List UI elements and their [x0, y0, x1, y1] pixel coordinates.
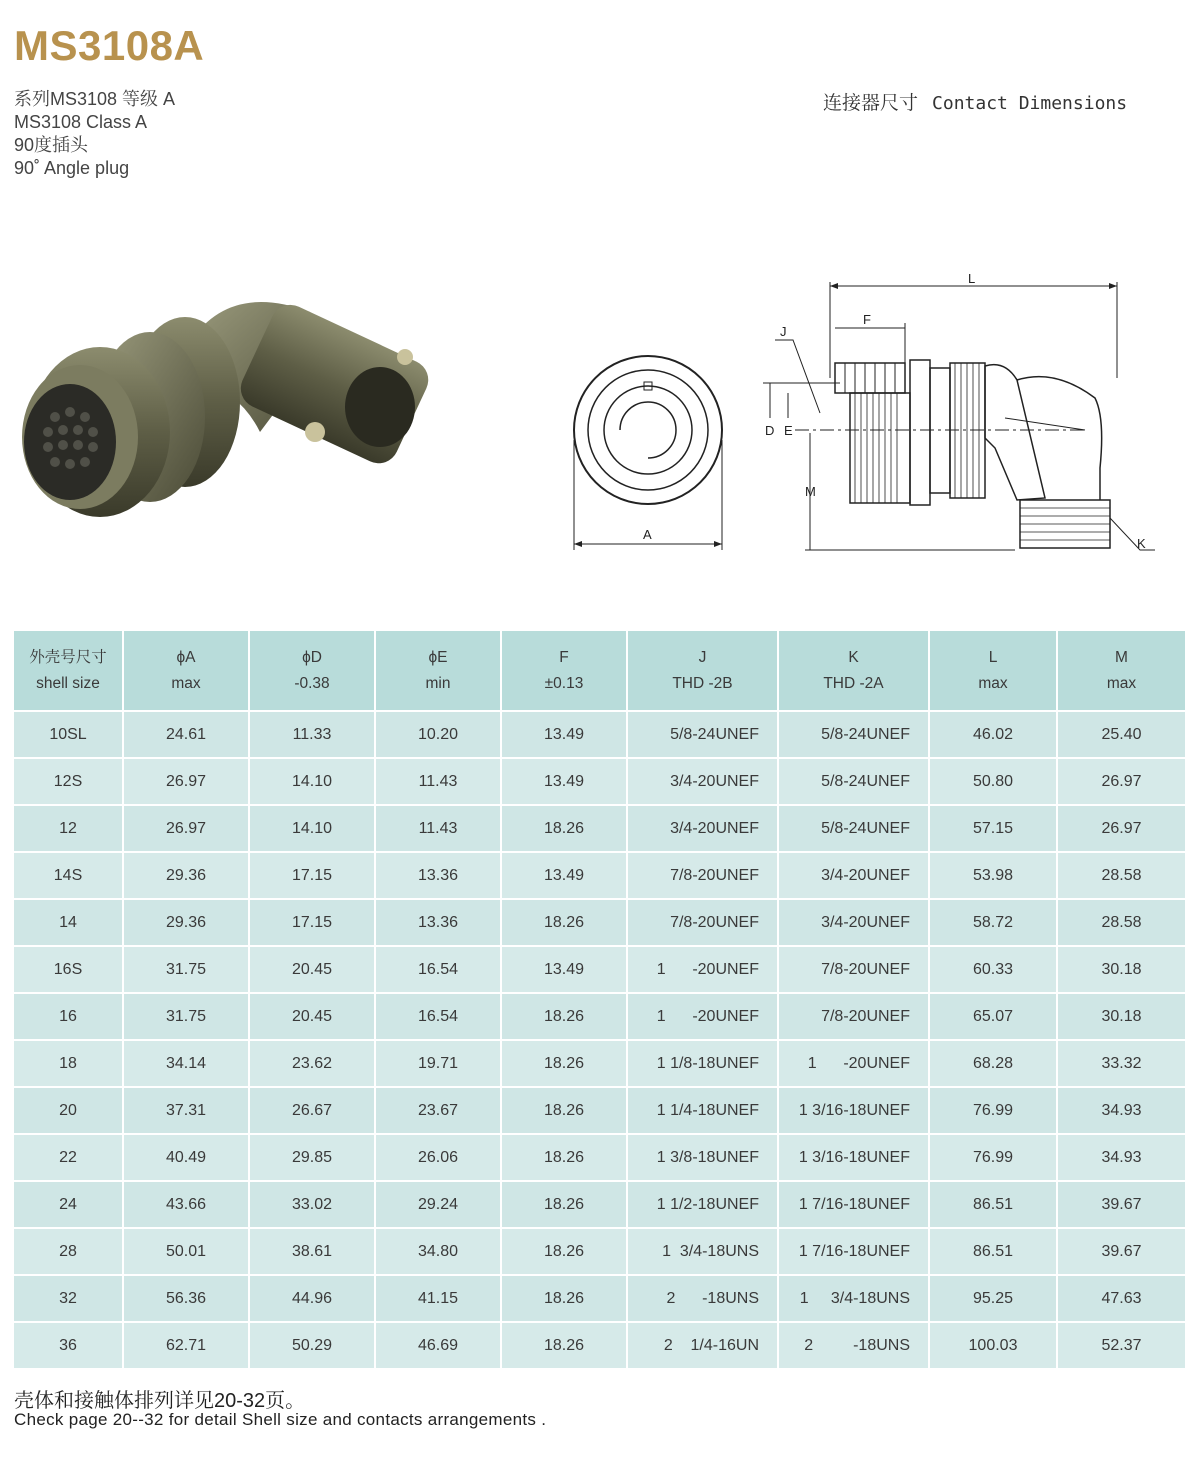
- table-cell: 11.33: [249, 711, 375, 758]
- table-cell: 43.66: [123, 1181, 249, 1228]
- table-cell: 68.28: [929, 1040, 1057, 1087]
- page-title: MS3108A: [14, 22, 205, 69]
- table-cell: 1 7/16-18UNEF: [778, 1228, 929, 1275]
- table-cell: 62.71: [123, 1322, 249, 1368]
- table-cell: 26.67: [249, 1087, 375, 1134]
- label-f: F: [863, 312, 871, 327]
- table-cell: 52.37: [1057, 1322, 1185, 1368]
- subtitle-line: 90˚ Angle plug: [14, 158, 130, 178]
- table-cell: 2 1/4-16UN: [627, 1322, 778, 1368]
- table-cell: 29.36: [123, 852, 249, 899]
- table-cell: 1 3/4-18UNS: [778, 1275, 929, 1322]
- table-row: [14, 711, 1185, 758]
- table-cell: 28: [14, 1228, 123, 1275]
- column-header-tolerance: min: [425, 674, 451, 692]
- table-row: [14, 852, 1185, 899]
- table-cell: 1 3/8-18UNEF: [627, 1134, 778, 1181]
- table-cell: 1 3/16-18UNEF: [778, 1087, 929, 1134]
- table-cell: 3/4-20UNEF: [778, 899, 929, 946]
- column-header-tolerance: max: [1106, 674, 1137, 692]
- dimension-table: [14, 631, 1185, 1368]
- table-cell: 37.31: [123, 1087, 249, 1134]
- table-cell: 34.14: [123, 1040, 249, 1087]
- table-cell: 18.26: [501, 1228, 627, 1275]
- table-cell: 76.99: [929, 1087, 1057, 1134]
- table-cell: 18: [14, 1040, 123, 1087]
- column-header: [627, 631, 778, 711]
- section-title: [823, 88, 1127, 115]
- table-cell: 18.26: [501, 1040, 627, 1087]
- table-row: [14, 758, 1185, 805]
- column-header-tolerance: shell size: [36, 674, 100, 692]
- table-row: [14, 1322, 1185, 1368]
- table-cell: 32: [14, 1275, 123, 1322]
- table-row: [14, 1040, 1185, 1087]
- table-cell: 31.75: [123, 993, 249, 1040]
- table-row: [14, 1181, 1185, 1228]
- table-cell: 16.54: [375, 946, 501, 993]
- column-header-tolerance: THD -2A: [823, 674, 884, 692]
- table-cell: 5/8-24UNEF: [778, 711, 929, 758]
- label-d: D: [765, 423, 775, 438]
- table-cell: 12S: [14, 758, 123, 805]
- front-view-drawing: [560, 340, 740, 560]
- table-cell: 1 1/4-18UNEF: [627, 1087, 778, 1134]
- table-cell: 60.33: [929, 946, 1057, 993]
- label-m: M: [805, 484, 816, 499]
- table-cell: 95.25: [929, 1275, 1057, 1322]
- table-cell: 26.97: [123, 805, 249, 852]
- table-cell: 17.15: [249, 852, 375, 899]
- table-cell: 22: [14, 1134, 123, 1181]
- column-header: [929, 631, 1057, 711]
- table-cell: 14: [14, 899, 123, 946]
- table-cell: 7/8-20UNEF: [627, 852, 778, 899]
- table-cell: 1 3/4-18UNS: [627, 1228, 778, 1275]
- table-row: [14, 993, 1185, 1040]
- table-cell: 16: [14, 993, 123, 1040]
- table-cell: 13.49: [501, 852, 627, 899]
- table-cell: 28.58: [1057, 899, 1185, 946]
- table-cell: 10SL: [14, 711, 123, 758]
- table-cell: 1 -20UNEF: [627, 946, 778, 993]
- table-cell: 44.96: [249, 1275, 375, 1322]
- table-cell: 39.67: [1057, 1181, 1185, 1228]
- table-cell: 18.26: [501, 1181, 627, 1228]
- table-cell: 1 7/16-18UNEF: [778, 1181, 929, 1228]
- table-cell: 86.51: [929, 1228, 1057, 1275]
- table-cell: 2 -18UNS: [627, 1275, 778, 1322]
- table-cell: 58.72: [929, 899, 1057, 946]
- table-cell: 23.67: [375, 1087, 501, 1134]
- table-cell: 30.18: [1057, 946, 1185, 993]
- column-header: [123, 631, 249, 711]
- label-a: A: [643, 527, 652, 542]
- table-cell: 39.67: [1057, 1228, 1185, 1275]
- column-header-symbol: L: [988, 648, 998, 666]
- column-header: [1057, 631, 1185, 711]
- table-cell: 11.43: [375, 805, 501, 852]
- table-cell: 20: [14, 1087, 123, 1134]
- table-row: [14, 805, 1185, 852]
- table-cell: 5/8-24UNEF: [627, 711, 778, 758]
- column-header: [501, 631, 627, 711]
- column-header-symbol: ϕE: [428, 648, 448, 666]
- table-cell: 34.93: [1057, 1134, 1185, 1181]
- product-subtitle: [14, 88, 175, 180]
- table-cell: 18.26: [501, 1087, 627, 1134]
- table-cell: 13.49: [501, 946, 627, 993]
- table-cell: 50.29: [249, 1322, 375, 1368]
- column-header-tolerance: -0.38: [294, 674, 330, 692]
- connector-photo: [10, 282, 430, 532]
- footer-note-cn: 壳体和接触体排列详见20-32页。: [14, 1390, 306, 1412]
- table-cell: 1 -20UNEF: [778, 1040, 929, 1087]
- column-header-symbol: J: [698, 648, 707, 666]
- column-header-symbol: F: [559, 648, 569, 666]
- column-header-symbol: K: [848, 648, 859, 666]
- table-cell: 2 -18UNS: [778, 1322, 929, 1368]
- table-cell: 23.62: [249, 1040, 375, 1087]
- table-cell: 18.26: [501, 1322, 627, 1368]
- table-row: [14, 1228, 1185, 1275]
- table-cell: 86.51: [929, 1181, 1057, 1228]
- table-cell: 3/4-20UNEF: [778, 852, 929, 899]
- subtitle-line: 系列MS3108 等级 A: [14, 89, 176, 109]
- table-cell: 16.54: [375, 993, 501, 1040]
- table-cell: 3/4-20UNEF: [627, 805, 778, 852]
- table-cell: 3/4-20UNEF: [627, 758, 778, 805]
- table-cell: 36: [14, 1322, 123, 1368]
- table-cell: 50.80: [929, 758, 1057, 805]
- table-cell: 18.26: [501, 899, 627, 946]
- table-row: [14, 1087, 1185, 1134]
- column-header: [778, 631, 929, 711]
- table-cell: 26.97: [1057, 805, 1185, 852]
- table-cell: 100.03: [929, 1322, 1057, 1368]
- column-header-tolerance: ±0.13: [544, 674, 584, 692]
- table-cell: 26.97: [123, 758, 249, 805]
- label-e: E: [784, 423, 793, 438]
- table-cell: 40.49: [123, 1134, 249, 1181]
- table-cell: 26.97: [1057, 758, 1185, 805]
- table-cell: 56.36: [123, 1275, 249, 1322]
- label-l: L: [968, 271, 976, 286]
- table-cell: 33.32: [1057, 1040, 1185, 1087]
- column-header-symbol: ϕD: [302, 648, 322, 666]
- subtitle-line: MS3108 Class A: [14, 112, 148, 132]
- table-cell: 33.02: [249, 1181, 375, 1228]
- table-cell: 7/8-20UNEF: [778, 946, 929, 993]
- table-cell: 7/8-20UNEF: [778, 993, 929, 1040]
- column-header: [249, 631, 375, 711]
- table-body: [14, 711, 1185, 1368]
- table-header-row: [14, 631, 1185, 711]
- table-cell: 53.98: [929, 852, 1057, 899]
- column-header: [375, 631, 501, 711]
- table-cell: 1 1/2-18UNEF: [627, 1181, 778, 1228]
- table-cell: 1 3/16-18UNEF: [778, 1134, 929, 1181]
- table-cell: 18.26: [501, 1275, 627, 1322]
- column-header-tolerance: THD -2B: [672, 674, 733, 692]
- table-cell: 13.36: [375, 899, 501, 946]
- table-cell: 14S: [14, 852, 123, 899]
- table-cell: 34.93: [1057, 1087, 1185, 1134]
- table-cell: 19.71: [375, 1040, 501, 1087]
- table-cell: 57.15: [929, 805, 1057, 852]
- column-header-tolerance: max: [171, 674, 201, 692]
- table-cell: 47.63: [1057, 1275, 1185, 1322]
- table-cell: 18.26: [501, 1134, 627, 1181]
- table-cell: 20.45: [249, 993, 375, 1040]
- table-cell: 46.69: [375, 1322, 501, 1368]
- table-cell: 10.20: [375, 711, 501, 758]
- table-cell: 5/8-24UNEF: [778, 758, 929, 805]
- table-cell: 41.15: [375, 1275, 501, 1322]
- table-cell: 29.36: [123, 899, 249, 946]
- section-title-en: Contact Dimensions: [932, 93, 1128, 114]
- table-cell: 5/8-24UNEF: [778, 805, 929, 852]
- column-header-tolerance: max: [978, 674, 1008, 692]
- table-cell: 1 -20UNEF: [627, 993, 778, 1040]
- table-cell: 14.10: [249, 805, 375, 852]
- table-cell: 38.61: [249, 1228, 375, 1275]
- table-row: [14, 1275, 1185, 1322]
- table-cell: 13.49: [501, 711, 627, 758]
- table-cell: 29.24: [375, 1181, 501, 1228]
- table-cell: 14.10: [249, 758, 375, 805]
- table-cell: 25.40: [1057, 711, 1185, 758]
- table-cell: 16S: [14, 946, 123, 993]
- column-header-symbol: 外壳号尺寸: [29, 648, 107, 666]
- table-cell: 7/8-20UNEF: [627, 899, 778, 946]
- table-cell: 13.49: [501, 758, 627, 805]
- table-cell: 24: [14, 1181, 123, 1228]
- table-cell: 26.06: [375, 1134, 501, 1181]
- table-row: [14, 899, 1185, 946]
- subtitle-line: 90度插头: [14, 135, 89, 155]
- table-cell: 11.43: [375, 758, 501, 805]
- label-j: J: [780, 324, 787, 339]
- table-cell: 31.75: [123, 946, 249, 993]
- table-cell: 34.80: [375, 1228, 501, 1275]
- table-cell: 18.26: [501, 805, 627, 852]
- table-row: [14, 946, 1185, 993]
- table-cell: 28.58: [1057, 852, 1185, 899]
- table-cell: 20.45: [249, 946, 375, 993]
- table-cell: 65.07: [929, 993, 1057, 1040]
- table-row: [14, 1134, 1185, 1181]
- table-cell: 13.36: [375, 852, 501, 899]
- table-cell: 46.02: [929, 711, 1057, 758]
- table-cell: 18.26: [501, 993, 627, 1040]
- table-cell: 76.99: [929, 1134, 1057, 1181]
- table-cell: 24.61: [123, 711, 249, 758]
- table-cell: 30.18: [1057, 993, 1185, 1040]
- table-cell: 50.01: [123, 1228, 249, 1275]
- label-k: K: [1137, 536, 1146, 551]
- side-view-drawing: [755, 268, 1175, 568]
- table-cell: 29.85: [249, 1134, 375, 1181]
- footer-note-en: Check page 20--32 for detail Shell size and contacts arrangements .: [14, 1410, 547, 1429]
- table-cell: 12: [14, 805, 123, 852]
- section-title-cn: 连接器尺寸: [823, 93, 919, 114]
- table-cell: 1 1/8-18UNEF: [627, 1040, 778, 1087]
- column-header-symbol: ϕA: [176, 648, 196, 666]
- column-header: [14, 631, 123, 711]
- column-header-symbol: M: [1115, 648, 1128, 666]
- table-cell: 17.15: [249, 899, 375, 946]
